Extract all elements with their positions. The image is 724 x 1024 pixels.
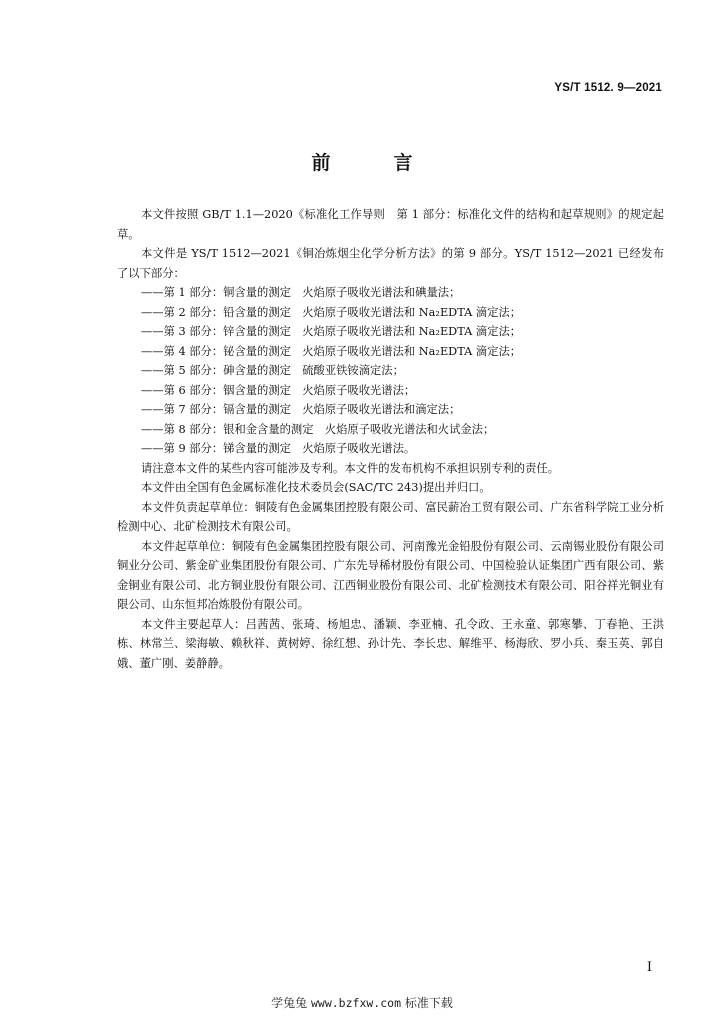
- paragraph: 请注意本文件的某些内容可能涉及专利。本文件的发布机构不承担识别专利的责任。: [141, 461, 559, 475]
- foreword-body: [117, 205, 664, 673]
- part-text: ——第 5 部分：砷含量的测定 硫酸亚铁铵滴定法；: [141, 364, 404, 377]
- list-item: [117, 420, 664, 440]
- part-text: ——第 1 部分：铜含量的测定 火焰原子吸收光谱法和碘量法；: [141, 286, 461, 299]
- list-item: [117, 322, 664, 342]
- site-name: 学兔兔: [271, 996, 308, 1010]
- list-item: [117, 381, 664, 401]
- part-text: ——第 2 部分：铅含量的测定 火焰原子吸收光谱法和 Na₂EDTA 滴定法；: [141, 305, 522, 319]
- part-text: ——第 7 部分：镉含量的测定 火焰原子吸收光谱法和滴定法；: [141, 403, 461, 416]
- list-item: [117, 400, 664, 420]
- site-tagline: 标准下载: [404, 996, 453, 1010]
- part-text: ——第 6 部分：铟含量的测定 火焰原子吸收光谱法；: [141, 383, 416, 397]
- list-item: [117, 342, 664, 362]
- paragraph: 本文件主要起草人：吕茜茜、张琦、杨旭忠、潘颖、李亚楠、孔令政、王永童、郭寒攀、丁春艳、王洪栋、林常兰、梁海敏、赖秋祥、黄树婷、徐红想、孙计先、李长忠、解维平、杨海欣、罗小兵、秦玉英、郭自娥、董广刚、姜静静。: [117, 617, 664, 670]
- site-link[interactable]: www.bzfxw.com: [310, 996, 401, 1010]
- standard-code: YS/T 1512. 9—2021: [554, 82, 662, 94]
- paragraph: 本文件是 YS/T 1512—2021《铜冶炼烟尘化学分析方法》的第 9 部分。YS/T 1512—2021 已经发布了以下部分：: [117, 247, 664, 280]
- paragraph: 本文件起草单位：铜陵有色金属集团控股有限公司、河南豫光金铅股份有限公司、云南锡业股份有限公司铜业分公司、紫金矿业集团股份有限公司、广东先导稀材股份有限公司、中国检验认证集团广西有限公司、紫金铜业有限公司、北方铜业股份有限公司、江西铜业股份有限公司、北矿检测技术有限公司、阳谷祥光铜业有限公司、山东恒邦冶炼股份有限公司。: [117, 539, 664, 611]
- part-text: ——第 8 部分：银和金含量的测定 火焰原子吸收光谱法和火试金法；: [141, 422, 495, 436]
- page-number: I: [646, 960, 652, 975]
- list-item: [117, 439, 664, 459]
- paragraph: 本文件按照 GB/T 1.1—2020《标准化工作导则 第 1 部分：标准化文件的结构和起草规则》的规定起草。: [117, 208, 664, 241]
- footer-watermark: [0, 994, 724, 1011]
- part-text: ——第 3 部分：锌含量的测定 火焰原子吸收光谱法和 Na₂EDTA 滴定法；: [141, 325, 522, 338]
- part-text: ——第 9 部分：锑含量的测定 火焰原子吸收光谱法。: [141, 442, 416, 455]
- paragraph: 本文件负责起草单位：铜陵有色金属集团控股有限公司、富民薪冶工贸有限公司、广东省科学院工业分析检测中心、北矿检测技术有限公司。: [117, 500, 664, 533]
- page-title: 前 言: [311, 152, 435, 174]
- list-item: [117, 361, 664, 381]
- paragraph: 本文件由全国有色金属标准化技术委员会(SAC/TC 243)提出并归口。: [141, 481, 491, 494]
- list-item: [117, 303, 664, 323]
- part-text: ——第 4 部分：铋含量的测定 火焰原子吸收光谱法和 Na₂EDTA 滴定法；: [141, 344, 522, 358]
- list-item: [117, 283, 664, 303]
